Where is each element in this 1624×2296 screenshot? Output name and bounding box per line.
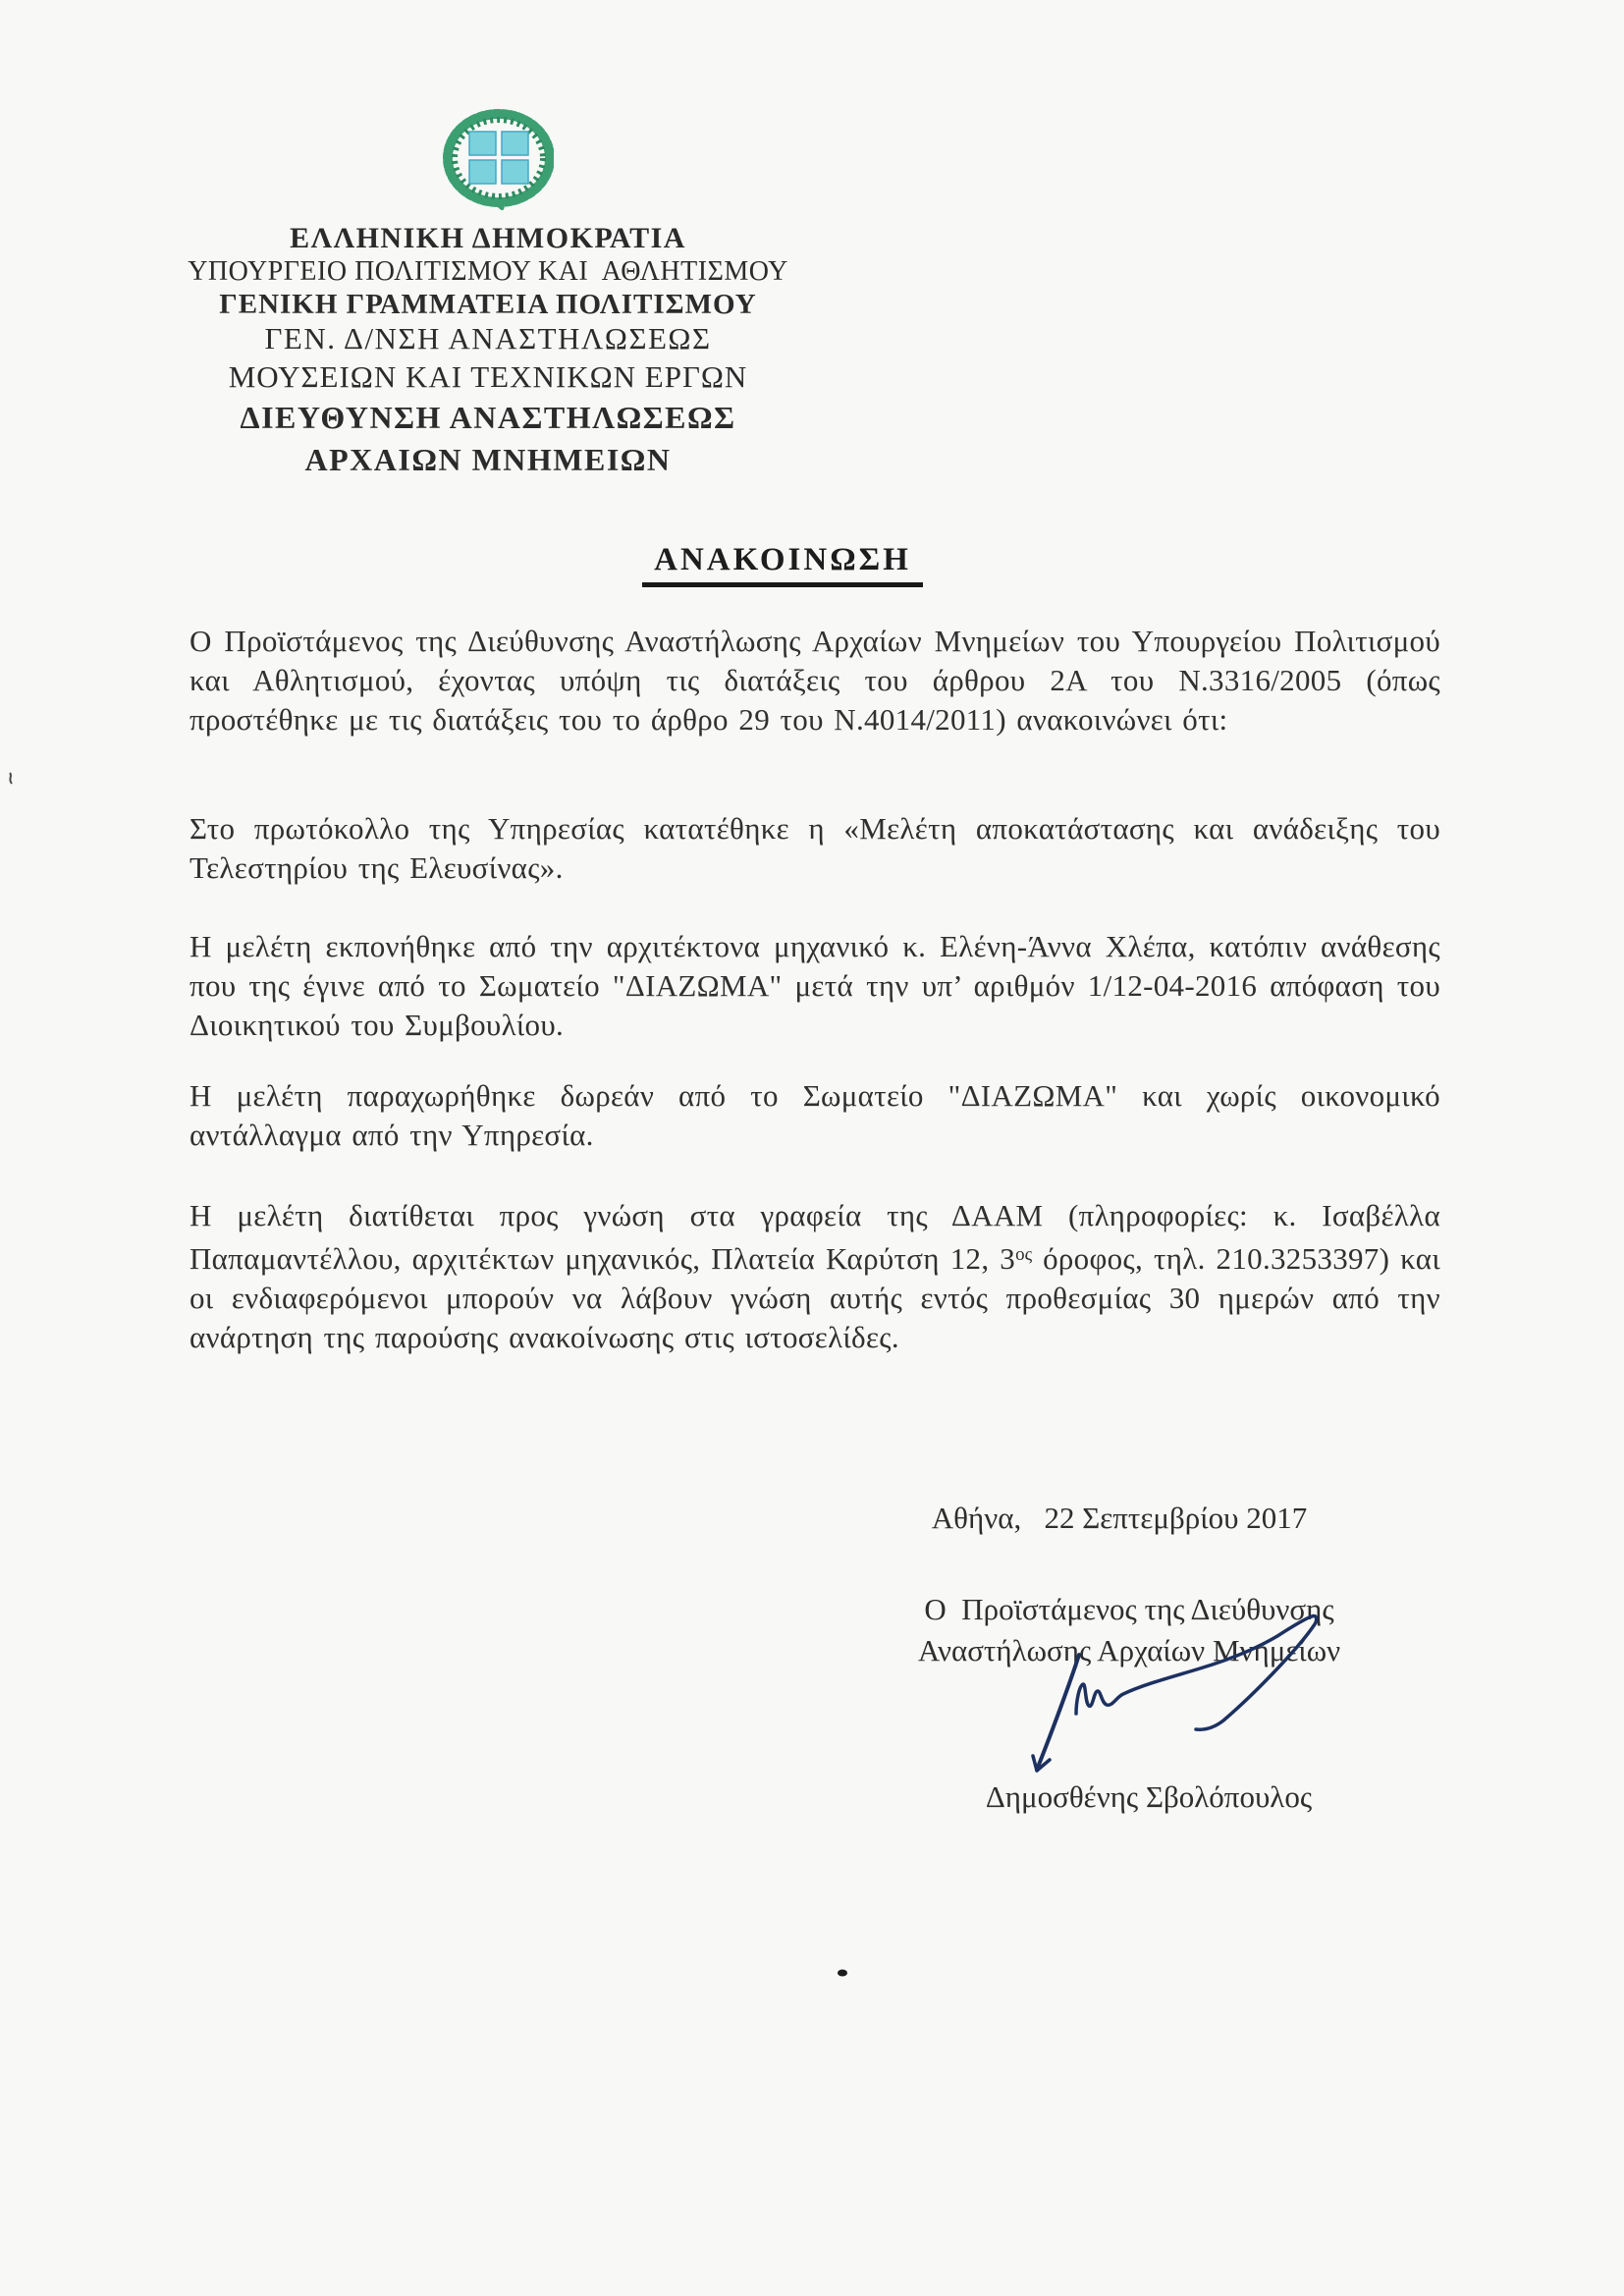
scan-speck-left-margin	[10, 773, 12, 784]
paragraph-protocol: Στο πρωτόκολλο της Υπηρεσίας κατατέθηκε η «Μελέτη αποκατάστασης και ανάδειξης του Τελεστηρίου της Ελευσίνας».	[189, 811, 1440, 885]
letterhead-line-museums: ΜΟΥΣΕΙΩΝ ΚΑΙ ΤΕΧΝΙΚΩΝ ΕΡΓΩΝ	[228, 359, 748, 394]
letterhead-line-secretariat: ΓΕΝΙΚΗ ΓΡΑΜΜΑΤΕΙΑ ΠΟΛΙΤΙΣΜΟΥ	[219, 289, 757, 320]
scan-dot-artifact	[838, 1970, 847, 1977]
title-row	[0, 542, 1565, 587]
paragraph-availability-end: όροφος, τηλ. 210.3253397) και οι ενδιαφερόμενοι μπορούν να λάβουν γνώση αυτής εντός προθεσμίας 30 ημερών από την ανάρτηση της παρούσης ανακοίνωσης στις ιστοσελίδες.	[189, 1241, 1440, 1354]
paragraph-availability	[189, 1196, 1440, 1357]
paragraph-study-author: Η μελέτη εκπονήθηκε από την αρχιτέκτονα μηχανικό κ. Ελένη-Άννα Χλέπα, κατόπιν ανάθεσης που της έγινε από το Σωματείο "ΔΙΑΖΩΜΑ" μετά την υπ’ αριθμόν 1/12-04-2016 απόφαση του Διοικητικού του Συμβουλίου.	[189, 929, 1440, 1042]
signer-title	[913, 1589, 1345, 1671]
paragraph-intro: Ο Προϊστάμενος της Διεύθυνσης Αναστήλωσης Αρχαίων Μνημείων του Υπουργείου Πολιτισμού και Αθλητισμού, έχοντας υπόψη τις διατάξεις του άρθρου 2Α του Ν.3316/2005 (όπως προστέθηκε με τις διατάξεις του το άρθρο 29 του Ν.4014/2011) ανακοινώνει ότι:	[189, 624, 1440, 737]
greek-coat-of-arms-icon	[440, 108, 554, 210]
letterhead-line-monuments: ΑΡΧΑΙΩΝ ΜΝΗΜΕΙΩΝ	[304, 442, 672, 477]
letterhead-line-directorate: ΔΙΕΥΘΥΝΣΗ ΑΝΑΣΤΗΛΩΣΕΩΣ	[240, 400, 736, 435]
page-title: ΑΝΑΚΟΙΝΩΣΗ	[642, 542, 923, 587]
letterhead-line-republic: ΕΛΛΗΝΙΚΗ ΔΗΜΟΚΡΑΤΙΑ	[290, 222, 686, 254]
letterhead-line-gen-directorate: ΓΕΝ. Δ/ΝΣΗ ΑΝΑΣΤΗΛΩΣΕΩΣ	[264, 321, 712, 355]
paragraph-availability-start: Η μελέτη διατίθεται προς γνώση στα γραφεία της ΔΑΑΜ (πληροφορίες: κ. Ισαβέλλα Παπαμαντέλλου, αρχιτέκτων μηχανικός, Πλατεία Καρύτση 12, 3	[189, 1198, 1440, 1276]
letterhead	[95, 222, 881, 481]
signer-name: Δημοσθένης Σβολόπουλος	[985, 1779, 1313, 1814]
signer-title-line2: Αναστήλωσης Αρχαίων Μνημείων	[917, 1633, 1341, 1667]
paragraph-donation: Η μελέτη παραχωρήθηκε δωρεάν από το Σωματείο "ΔΙΑΖΩΜΑ" και χωρίς οικονομικό αντάλλαγμα από την Υπηρεσία.	[189, 1078, 1440, 1152]
letterhead-line-ministry: ΥΠΟΥΡΓΕΙΟ ΠΟΛΙΤΙΣΜΟΥ ΚΑΙ ΑΘΛΗΤΙΣΜΟΥ	[188, 256, 788, 287]
date-line: Αθήνα, 22 Σεπτεμβρίου 2017	[931, 1501, 1308, 1535]
ordinal-superscript: ος	[1015, 1244, 1033, 1265]
signer-title-line1: Ο Προϊστάμενος της Διεύθυνσης	[924, 1592, 1334, 1626]
